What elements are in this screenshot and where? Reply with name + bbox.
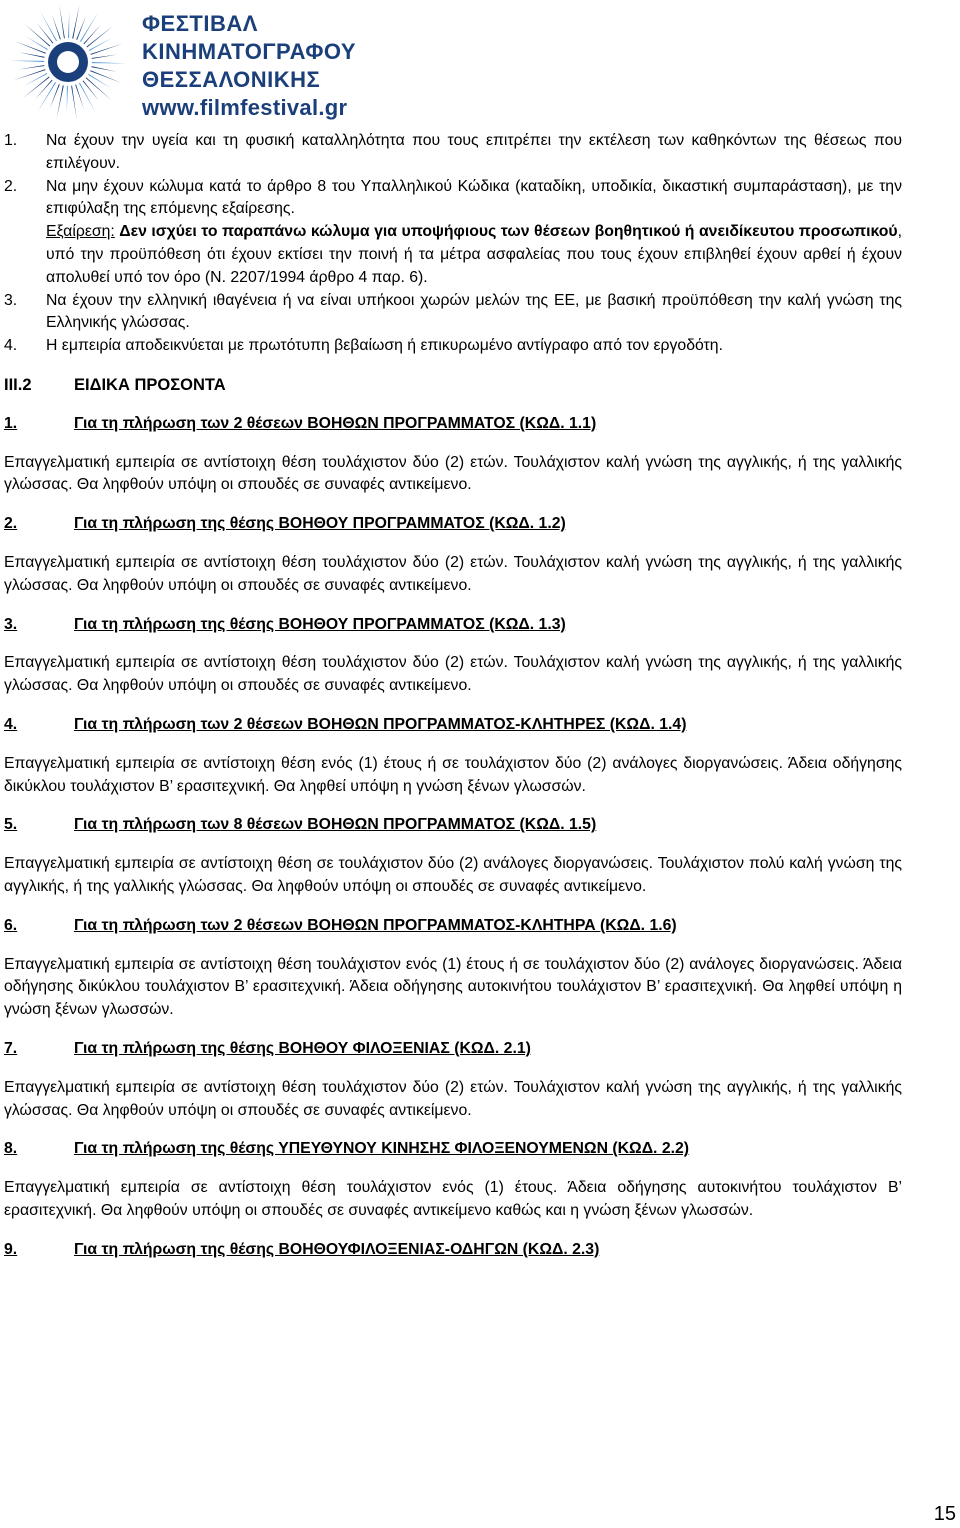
- requirement-number: 2.: [4, 177, 18, 195]
- brand-line-2: ΚΙΝΗΜΑΤΟΓΡΑΦΟΥ: [142, 39, 357, 64]
- position-number: 8.: [4, 1140, 18, 1158]
- position-description: Επαγγελματική εμπειρία σε αντίστοιχη θέση τουλάχιστον δύο (2) ετών. Τουλάχιστον καλή γνώση της αγγλικής, ή της γαλλικής γλώσσας. Θα ληφθούν υπόψη οι σπουδές σε συναφές αντικείμενο.: [4, 1078, 902, 1119]
- position-description: Επαγγελματική εμπειρία σε αντίστοιχη θέση ενός (1) έτους ή σε τουλάχιστον δύο (2) ανάλογες διοργανώσεις. Άδεια οδήγησης δικύκλου τουλάχιστον Β’ ερασιτεχνική. Θα ληφθεί υπόψη η γνώση ξένων γλωσσών.: [4, 754, 902, 795]
- requirement-item: [4, 335, 902, 358]
- position-number: 7.: [4, 1039, 18, 1057]
- position-block: [4, 513, 902, 597]
- position-title: Για τη πλήρωση της θέσης ΒΟΗΘΟΥ ΠΡΟΓΡΑΜΜΑΤΟΣ (ΚΩΔ. 1.3): [74, 615, 566, 633]
- position-number: 6.: [4, 916, 18, 934]
- position-title: Για τη πλήρωση των 2 θέσεων ΒΟΗΘΩΝ ΠΡΟΓΡΑΜΜΑΤΟΣ-ΚΛΗΤΗΡΑ (ΚΩΔ. 1.6): [74, 916, 677, 934]
- requirement-item: [4, 176, 902, 222]
- document-body: [4, 130, 902, 1261]
- exception-label: Εξαίρεση:: [46, 223, 115, 241]
- position-title: Για τη πλήρωση της θέσης ΒΟΗΘΟΥ ΦΙΛΟΞΕΝΙΑΣ (ΚΩΔ. 2.1): [74, 1039, 531, 1057]
- exception-text: , υπό την προϋπόθεση ότι έχουν εκτίσει την ποινή ή τα μέτρα ασφαλείας που τους έχουν επιβληθεί έχουν αρθεί ή έχουν απολυθεί υπό τον όρο (Ν. 2207/1994 άρθρο 4 παρ. 6).: [46, 223, 902, 286]
- section-heading: [4, 374, 902, 397]
- position-heading: [4, 1138, 902, 1161]
- position-description: Επαγγελματική εμπειρία σε αντίστοιχη θέση τουλάχιστον δύο (2) ετών. Τουλάχιστον καλή γνώση της αγγλικής, ή της γαλλικής γλώσσας. Θα ληφθούν υπόψη οι σπουδές σε συναφές αντικείμενο.: [4, 553, 902, 594]
- position-block: [4, 614, 902, 698]
- position-number: 3.: [4, 615, 18, 633]
- position-heading: [4, 814, 902, 837]
- requirement-text: Να έχουν την ελληνική ιθαγένεια ή να είναι υπήκοοι χωρών μελών της ΕΕ, με βασική προϋπόθεση την καλή γνώση της Ελληνικής γλώσσας.: [46, 291, 902, 332]
- brand-line-3: ΘΕΣΣΑΛΟΝΙΚΗΣ: [142, 67, 321, 92]
- position-heading: [4, 1239, 902, 1262]
- requirement-number: 3.: [4, 291, 18, 309]
- requirement-item: [4, 130, 902, 176]
- position-title: Για τη πλήρωση των 8 θέσεων ΒΟΗΘΩΝ ΠΡΟΓΡΑΜΜΑΤΟΣ (ΚΩΔ. 1.5): [74, 816, 597, 834]
- positions-list: [4, 413, 902, 1262]
- position-block: [4, 1239, 902, 1262]
- exception-paragraph: [4, 221, 902, 289]
- brand-line-1: ΦΕΣΤΙΒΑΛ: [142, 11, 258, 36]
- position-number: 2.: [4, 515, 18, 533]
- position-title: Για τη πλήρωση της θέσης ΥΠΕΥΘΥΝΟΥ ΚΙΝΗΣΗΣ ΦΙΛΟΞΕΝΟΥΜΕΝΩΝ (ΚΩΔ. 2.2): [74, 1140, 690, 1158]
- requirement-item: [4, 290, 902, 336]
- position-description: Επαγγελματική εμπειρία σε αντίστοιχη θέση τουλάχιστον ενός (1) έτους ή σε τουλάχιστον δύο (2) ανάλογες διοργανώσεις. Άδεια οδήγησης δικύκλου τουλάχιστον Β’ ερασιτεχνική. Άδεια οδήγησης αυτοκινήτου τουλάχιστον Β’ ερασιτεχνική. Θα ληφθεί υπόψη η γνώση ξένων γλωσσών.: [4, 955, 902, 1019]
- position-title: Για τη πλήρωση των 2 θέσεων ΒΟΗΘΩΝ ΠΡΟΓΡΑΜΜΑΤΟΣ-ΚΛΗΤΗΡΕΣ (ΚΩΔ. 1.4): [74, 715, 687, 733]
- position-heading: [4, 614, 902, 637]
- position-block: [4, 714, 902, 798]
- position-title: Για τη πλήρωση της θέσης ΒΟΗΘΟΥ ΠΡΟΓΡΑΜΜΑΤΟΣ (ΚΩΔ. 1.2): [74, 515, 566, 533]
- page-number: 15: [933, 1503, 956, 1525]
- brand-url: www.filmfestival.gr: [142, 95, 348, 120]
- position-title: Για τη πλήρωση της θέσης ΒΟΗΘΟΥΦΙΛΟΞΕΝΙΑΣ-ΟΔΗΓΩΝ (ΚΩΔ. 2.3): [74, 1240, 600, 1258]
- position-number: 4.: [4, 715, 18, 733]
- document-header: [4, 2, 404, 122]
- position-description: Επαγγελματική εμπειρία σε αντίστοιχη θέση τουλάχιστον δύο (2) ετών. Τουλάχιστον καλή γνώση της αγγλικής, ή της γαλλικής γλώσσας. Θα ληφθούν υπόψη οι σπουδές σε συναφές αντικείμενο.: [4, 453, 902, 494]
- position-block: [4, 814, 902, 898]
- position-description: Επαγγελματική εμπειρία σε αντίστοιχη θέση τουλάχιστον δύο (2) ετών. Τουλάχιστον καλή γνώση της αγγλικής, ή της γαλλικής γλώσσας. Θα ληφθούν υπόψη οι σπουδές σε συναφές αντικείμενο.: [4, 654, 902, 695]
- position-title: Για τη πλήρωση των 2 θέσεων ΒΟΗΘΩΝ ΠΡΟΓΡΑΜΜΑΤΟΣ (ΚΩΔ. 1.1): [74, 414, 597, 432]
- position-heading: [4, 413, 902, 436]
- requirement-number: 4.: [4, 337, 18, 355]
- requirement-number: 1.: [4, 132, 18, 149]
- section-title: ΕΙΔΙΚΑ ΠΡΟΣΟΝΤΑ: [74, 375, 226, 394]
- requirement-text: Να μην έχουν κώλυμα κατά το άρθρο 8 του Υπαλληλικού Κώδικα (καταδίκη, υποδικία, δικαστική συμπαράσταση), με την επιφύλαξη της επόμενης εξαίρεσης.: [46, 177, 902, 218]
- position-number: 1.: [4, 414, 18, 432]
- position-description: Επαγγελματική εμπειρία σε αντίστοιχη θέση σε τουλάχιστον δύο (2) ανάλογες διοργανώσεις. Τουλάχιστον πολύ καλή γνώση της αγγλικής, ή της γαλλικής γλώσσας. Θα ληφθούν υπόψη οι σπουδές σε συναφές αντικείμενο.: [4, 855, 902, 895]
- position-heading: [4, 1038, 902, 1061]
- requirement-text: Η εμπειρία αποδεικνύεται με πρωτότυπη βεβαίωση ή επικυρωμένο αντίγραφο από τον εργοδότη.: [46, 337, 723, 355]
- position-block: [4, 1138, 902, 1222]
- position-block: [4, 413, 902, 497]
- position-heading: [4, 513, 902, 536]
- section-number: III.2: [4, 375, 32, 394]
- brand-block: [142, 10, 356, 122]
- requirement-text: Να έχουν την υγεία και τη φυσική καταλληλότητα που τους επιτρέπει την εκτέλεση των καθηκόντων της θέσεως που επιλέγουν.: [46, 132, 902, 172]
- position-heading: [4, 714, 902, 737]
- festival-sun-logo-icon: [4, 2, 132, 122]
- position-description: Επαγγελματική εμπειρία σε αντίστοιχη θέση τουλάχιστον ενός (1) έτους. Άδεια οδήγησης αυτοκινήτου τουλάχιστον Β’ ερασιτεχνική. Θα ληφθούν υπόψη οι σπουδές σε συναφές αντικείμενο καθώς και η γνώση ξένων γλωσσών.: [4, 1179, 902, 1219]
- position-number: 9.: [4, 1240, 18, 1258]
- position-block: [4, 915, 902, 1022]
- position-heading: [4, 915, 902, 938]
- position-number: 5.: [4, 816, 18, 834]
- exception-bold-text: Δεν ισχύει το παραπάνω κώλυμα για υποψήφιους των θέσεων βοηθητικού ή ανειδίκευτου προσωπικού: [119, 223, 898, 241]
- position-block: [4, 1038, 902, 1122]
